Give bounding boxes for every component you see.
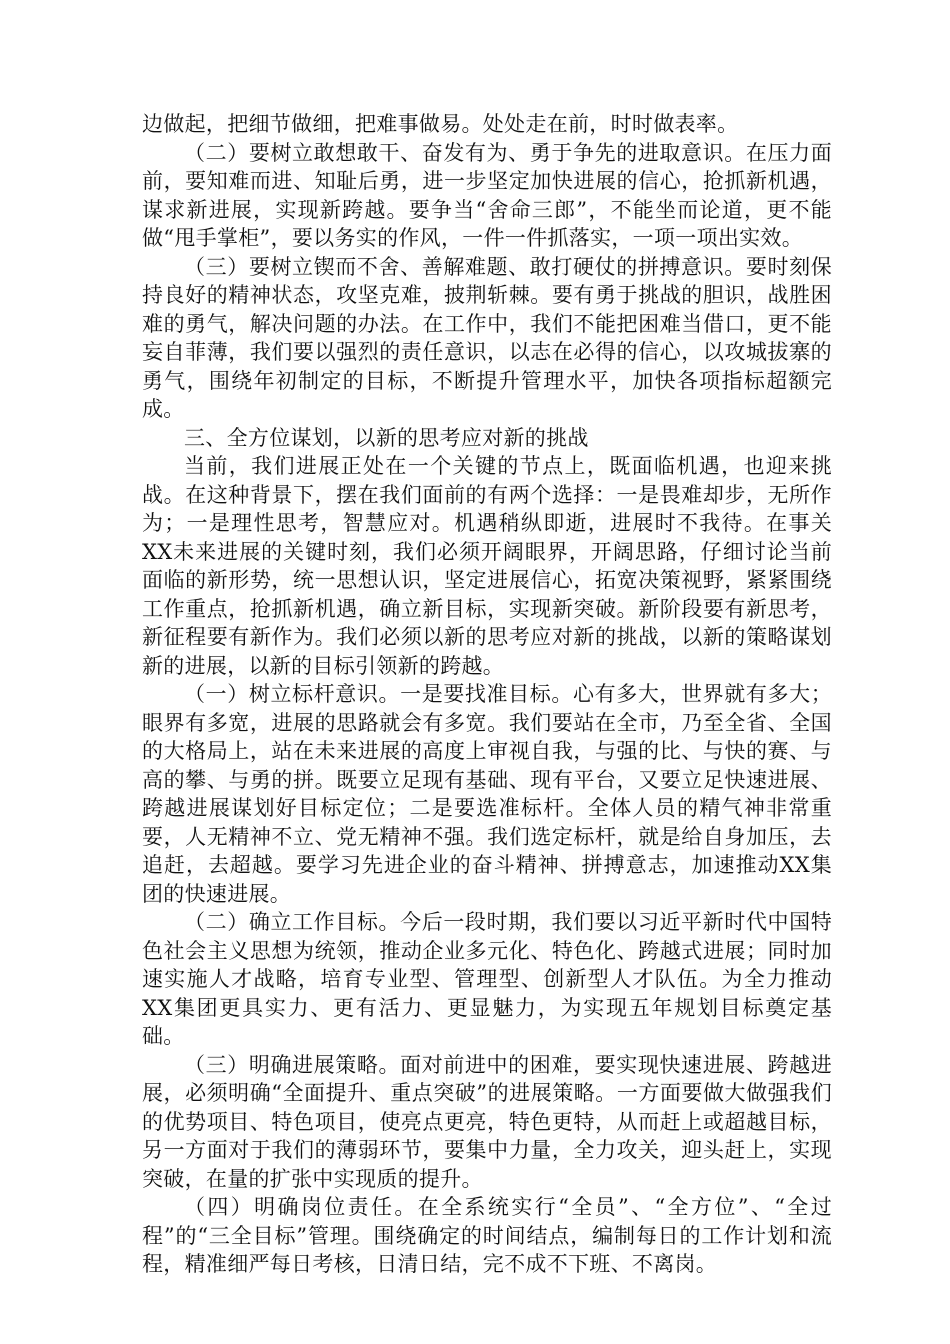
section-heading-3: 三、全方位谋划，以新的思考应对新的挑战 <box>184 425 589 450</box>
document-page <box>142 110 832 1279</box>
paragraph-striving-awareness: （三）要树立锲而不舍、善解难题、敢打硬仗的拼搏意识。要时刻保持良好的精神状态，攻坚克难，披荆斩棘。要有勇于挑战的胆识，战胜困难的勇气，解决问题的办法。在工作中，我们不能把困难当借口，更不能妄自菲薄，我们要以强烈的责任意识，以志在必得的信心，以攻城拔寨的勇气，围绕年初制定的目标，不断提升管理水平，加快各项指标超额完成。 <box>142 254 832 421</box>
paragraph-development-strategy: （三）明确进展策略。面对前进中的困难，要实现快速进展、跨越进展，必须明确“全面提升、重点突破”的进展策略。一方面要做大做强我们的优势项目、特色项目，使亮点更亮，特色更特，从而赶上或超越目标，另一方面对于我们的薄弱环节，要集中力量，全力攻关，迎头赶上，实现突破，在量的扩张中实现质的提升。 <box>142 1052 832 1191</box>
paragraph-benchmark-awareness: （一）树立标杆意识。一是要找准目标。心有多大，世界就有多大；眼界有多宽，进展的思路就会有多宽。我们要站在全市，乃至全省、全国的大格局上，站在未来进展的高度上审视自我，与强的比、与快的赛、与高的攀、与勇的拼。既要立足现有基础、现有平台，又要立足快速进展、跨越进展谋划好目标定位；二是要选准标杆。全体人员的精气神非常重要，人无精神不立、党无精神不强。我们选定标杆，就是给自身加压，去追赶，去超越。要学习先进企业的奋斗精神、拼搏意志，加速推动XX集团的快速进展。 <box>142 682 832 906</box>
paragraph-work-goals: （二）确立工作目标。今后一段时期，我们要以习近平新时代中国特色社会主义思想为统领，推动企业多元化、特色化、跨越式进展；同时加速实施人才战略，培育专业型、管理型、创新型人才队伍。为全力推动XX集团更具实力、更有活力、更显魅力，为实现五年规划目标奠定基础。 <box>142 910 832 1048</box>
paragraph-enterprising-awareness: （二）要树立敢想敢干、奋发有为、勇于争先的进取意识。在压力面前，要知难而进、知耻后勇，进一步坚定加快进展的信心，抢抓新机遇，谋求新进展，实现新跨越。要争当“舍命三郎”，不能坐而论道，更不能做“甩手掌柜”，要以务实的作风，一件一件抓落实，一项一项出实效。 <box>142 140 832 250</box>
paragraph-post-responsibility: （四）明确岗位责任。在全系统实行“全员”、“全方位”、“全过程”的“三全目标”管理。围绕确定的时间结点，编制每日的工作计划和流程，精准细严每日考核，日清日结，完不成不下班、不离岗。 <box>142 1195 832 1276</box>
paragraph-continuation: 边做起，把细节做细，把难事做易。处处走在前，时时做表率。 <box>142 112 739 136</box>
paragraph-current-situation: 当前，我们进展正处在一个关键的节点上，既面临机遇，也迎来挑战。在这种背景下，摆在我们面前的有两个选择：一是畏难却步，无所作为；一是理性思考，智慧应对。机遇稍纵即逝，进展时不我待。在事关XX未来进展的关键时刻，我们必须开阔眼界，开阔思路，仔细讨论当前面临的新形势，统一思想认识，坚定进展信心，拓宽决策视野，紧紧围绕工作重点，抢抓新机遇，确立新目标，实现新突破。新阶段要有新思考，新征程要有新作为。我们必须以新的思考应对新的挑战，以新的策略谋划新的进展，以新的目标引领新的跨越。 <box>142 454 832 678</box>
